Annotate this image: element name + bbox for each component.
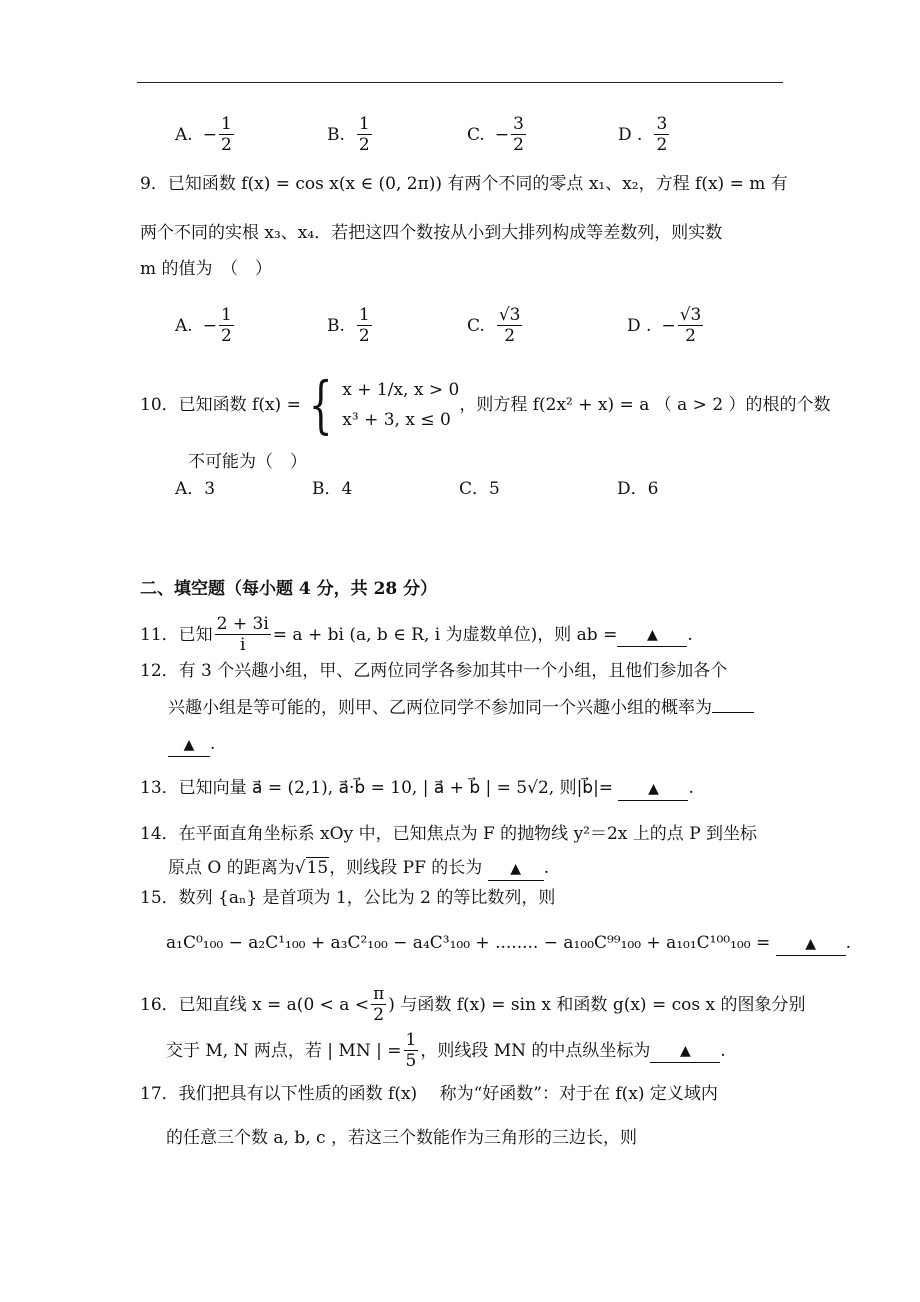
q12-line2-text: 兴趣小组是等可能的，则甲、乙两位同学不参加同一个兴趣小组的概率为	[168, 698, 712, 718]
q10-option-b: B．4	[312, 479, 353, 499]
option-sign: −	[202, 124, 217, 145]
header-rule	[137, 82, 783, 83]
brace-icon: {	[308, 368, 333, 441]
option-label: A.	[175, 124, 193, 145]
q16-mn-den: 5	[405, 1051, 417, 1071]
option-label: B.	[327, 124, 345, 145]
q11-blank[interactable]	[617, 623, 687, 647]
option-num: 1	[358, 114, 370, 134]
q14-end: .	[543, 858, 550, 878]
q15-end: .	[845, 933, 852, 953]
option-sign: −	[494, 124, 510, 145]
q15-line1: 15．数列 {aₙ} 是首项为 1，公比为 2 的等比数列，则	[140, 888, 556, 908]
q9-line1: 9．已知函数 f(x) = cos x(x ∈ (0, 2π)) 有两个不同的零点 x₁、x₂，方程 f(x) = m 有	[140, 174, 788, 194]
option-den: 2	[220, 135, 232, 155]
q13-end: .	[688, 778, 694, 798]
option-den: 2	[358, 326, 370, 346]
q12-blank-a[interactable]	[712, 712, 754, 713]
option-fraction	[654, 114, 669, 155]
q16-prefix: 16．已知直线 x = a(0 < a <	[140, 994, 370, 1015]
q8-option-d	[618, 114, 671, 155]
q14-line2a: 原点 O 的距离为	[168, 858, 295, 878]
q16-line2b: ，则线段 MN 的中点纵坐标为	[420, 1040, 651, 1061]
q11	[140, 614, 693, 655]
q10-option-c: C．5	[459, 479, 500, 499]
q8-option-b	[327, 114, 374, 155]
option-num: √3	[498, 305, 521, 325]
q9-line3: m 的值为 （ ）	[140, 259, 273, 279]
triangle-icon: ▲	[646, 626, 658, 643]
q12-line2	[168, 697, 754, 719]
q14-blank[interactable]	[488, 857, 544, 881]
section-title: 二、填空题（每小题 4 分，共 28 分）	[140, 579, 438, 599]
q12-line3	[168, 733, 215, 757]
q12-end: .	[210, 734, 216, 754]
q14-sqrt: 15	[306, 858, 329, 878]
option-fraction	[219, 305, 234, 346]
option-den: 2	[685, 326, 696, 346]
q15-line2	[166, 932, 851, 956]
q16-blank[interactable]	[650, 1039, 720, 1063]
q12-line1: 12．有 3 个兴趣小组，甲、乙两位同学各参加其中一个小组，且他们参加各个	[140, 661, 728, 681]
q11-num: 2 + 3i	[216, 614, 269, 634]
q14-line2: 原点 O 的距离为√15，则线段 PF 的长为 ▲ .	[168, 857, 549, 881]
option-fraction	[219, 114, 234, 155]
option-fraction	[357, 114, 372, 155]
q14-line1: 14．在平面直角坐标系 xOy 中，已知焦点为 F 的抛物线 y²＝2x 上的点 P 到坐标	[140, 824, 758, 844]
option-label: B.	[327, 315, 345, 336]
option-den: 2	[513, 135, 524, 155]
q13	[140, 777, 694, 801]
option-num: 1	[220, 305, 232, 325]
triangle-icon: ▲	[648, 781, 659, 797]
option-label: D .	[627, 315, 652, 336]
q10-piece1: x + 1/x, x > 0	[342, 380, 460, 400]
option-fraction	[497, 305, 523, 346]
option-fraction	[678, 305, 704, 346]
triangle-icon: ▲	[805, 936, 816, 952]
q10-piece2: x³ + 3, x ≤ 0	[342, 410, 451, 430]
option-den: 2	[504, 326, 516, 346]
q17-line2: 的任意三个数 a, b, c ，若这三个数能作为三角形的三边长，则	[166, 1128, 637, 1148]
option-num: √3	[679, 305, 702, 325]
option-num: 3	[656, 114, 668, 134]
q11-den: i	[239, 635, 246, 655]
option-num: 1	[220, 114, 232, 134]
q13-text: 13．已知向量 a⃗ = (2,1), a⃗·b⃗ = 10, | a⃗ + b⃗ | = 5√2, 则|b⃗|=	[140, 778, 614, 798]
q10-option-a: A．3	[175, 479, 216, 499]
q11-prefix: 11．已知	[140, 624, 213, 645]
option-sign: −	[661, 315, 676, 336]
q10-piecewise	[301, 368, 460, 441]
q9-option-b	[327, 305, 374, 346]
option-label: C.	[467, 124, 485, 145]
q12-blank-b[interactable]	[168, 733, 210, 757]
option-den: 2	[358, 135, 370, 155]
q16-body: ) 与函数 f(x) = sin x 和函数 g(x) = cos x 的图象分别	[388, 994, 806, 1015]
q16-mn-fraction	[404, 1030, 419, 1071]
q16-pi-den: 2	[373, 1005, 385, 1025]
q10-line1	[140, 368, 831, 441]
option-fraction	[357, 305, 372, 346]
option-num: 1	[358, 305, 370, 325]
q11-body: = a + bi (a, b ∈ R, i 为虚数单位)，则 ab =	[272, 624, 618, 645]
q14-line2b: ，则线段 PF 的长为	[329, 858, 483, 878]
q10-prefix: 10．已知函数 f(x) =	[140, 395, 301, 415]
triangle-icon: ▲	[510, 861, 522, 877]
q9-line2: 两个不同的实根 x₃、x₄．若把这四个数按从小到大排列构成等差数列，则实数	[140, 223, 723, 243]
q16-line1	[140, 984, 806, 1025]
option-den: 2	[656, 135, 668, 155]
triangle-icon: ▲	[183, 737, 195, 753]
option-label: D .	[618, 124, 643, 145]
q10-suffix: ，则方程 f(2x² + x) = a （ a > 2 ）的根的个数	[459, 395, 831, 415]
q16-line2	[166, 1030, 726, 1071]
q9-option-d	[627, 305, 705, 346]
option-num: 3	[513, 114, 524, 134]
q9-option-a	[175, 305, 236, 346]
q16-line2a: 交于 M, N 两点，若 | MN | =	[166, 1040, 402, 1061]
option-sign: −	[202, 315, 217, 336]
q9-option-c	[467, 305, 524, 346]
option-fraction	[511, 114, 526, 155]
q8-option-a	[175, 114, 236, 155]
q16-pi-fraction	[371, 984, 386, 1025]
q10-line2: 不可能为（ ）	[188, 452, 307, 472]
q15-formula: a₁C⁰₁₀₀ − a₂C¹₁₀₀ + a₃C²₁₀₀ − a₄C³₁₀₀ + ........ − a₁₀₀C⁹⁹₁₀₀ + a₁₀₁C¹⁰⁰₁₀₀ =	[166, 933, 771, 953]
q8-option-c	[467, 114, 528, 155]
q17-line1: 17．我们把具有以下性质的函数 f(x) 称为“好函数”：对于在 f(x) 定义域内	[140, 1084, 718, 1104]
q11-fraction	[215, 614, 271, 655]
option-label: C.	[467, 315, 485, 336]
q16-mn-num: 1	[405, 1030, 417, 1050]
triangle-icon: ▲	[680, 1042, 691, 1059]
q10-option-d: D．6	[617, 479, 659, 499]
q13-blank[interactable]	[618, 777, 688, 801]
q16-end: .	[720, 1040, 726, 1061]
q15-blank[interactable]	[776, 932, 846, 956]
q11-end: .	[687, 624, 693, 645]
option-label: A.	[175, 315, 193, 336]
option-den: 2	[220, 326, 232, 346]
q16-pi-num: π	[373, 984, 385, 1004]
